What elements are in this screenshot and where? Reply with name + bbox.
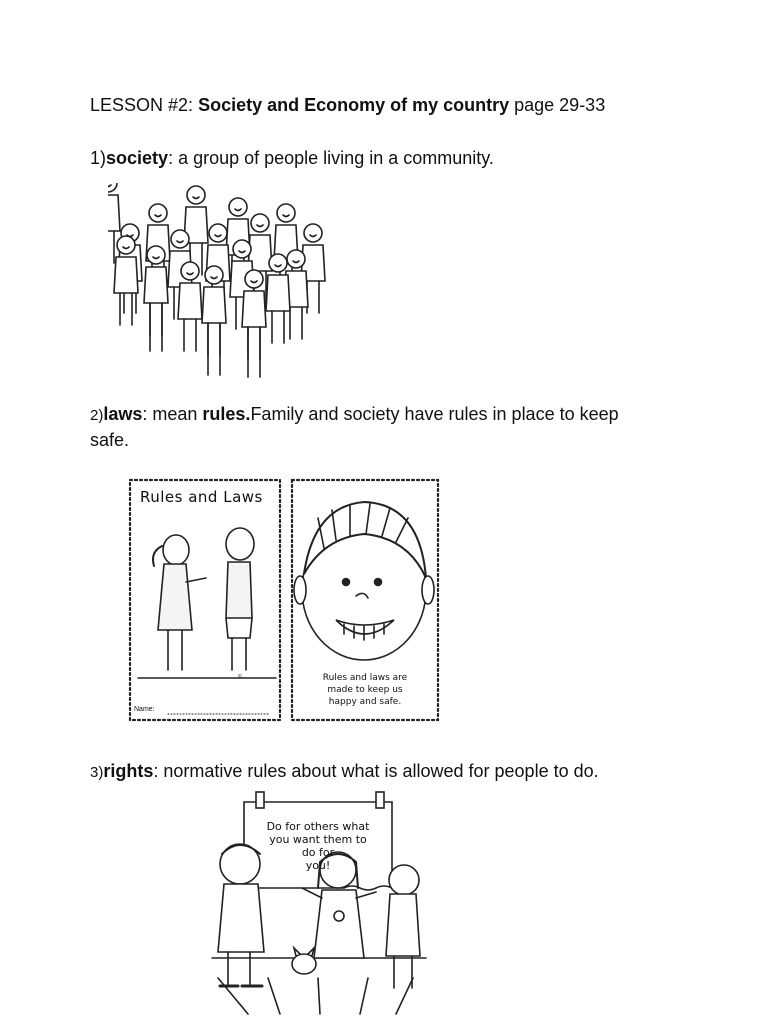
item-term-2: rules. xyxy=(202,404,251,424)
lesson-heading xyxy=(90,92,605,118)
item-rights xyxy=(90,758,599,786)
item-term: society xyxy=(106,148,169,168)
rights-sign-illustration xyxy=(208,788,430,1016)
booklet-caption-line: happy and safe. xyxy=(328,697,402,707)
item-definition: : a group of people living in a community. xyxy=(168,148,494,168)
booklet-cover-title: Rules and Laws xyxy=(140,488,263,506)
lesson-pages: page 29-33 xyxy=(509,95,606,115)
item-laws xyxy=(90,401,690,429)
item-term: laws xyxy=(103,404,143,424)
sign-line: do for xyxy=(301,846,335,859)
item-definition: Family and society have rules in place to keep xyxy=(250,404,619,424)
item-term: rights xyxy=(103,761,154,781)
crowd-illustration xyxy=(108,183,330,383)
sign-line: Do for others what xyxy=(266,820,370,833)
item-connector: : mean xyxy=(142,404,203,424)
sign-line: you! xyxy=(305,859,331,872)
item-definition: : normative rules about what is allowed for people to do. xyxy=(153,761,599,781)
item-number: 3) xyxy=(90,764,104,781)
sign-line: you want them to xyxy=(269,833,367,846)
lesson-title: Society and Economy of my country xyxy=(198,95,510,115)
booklet-caption-line: Rules and laws are xyxy=(322,673,408,683)
booklet-copyright: © xyxy=(238,674,242,680)
sign-text xyxy=(248,820,388,872)
item-laws-continuation: safe. xyxy=(90,430,130,450)
item-society xyxy=(90,145,494,171)
booklet-name-label: Name: xyxy=(134,706,155,713)
booklet-caption-line: made to keep us xyxy=(327,685,403,695)
booklet-caption xyxy=(300,672,430,708)
rules-laws-booklet xyxy=(128,478,440,724)
item-number: 2) xyxy=(90,407,104,424)
lesson-prefix: LESSON #2: xyxy=(90,95,199,115)
item-number: 1) xyxy=(90,148,107,168)
